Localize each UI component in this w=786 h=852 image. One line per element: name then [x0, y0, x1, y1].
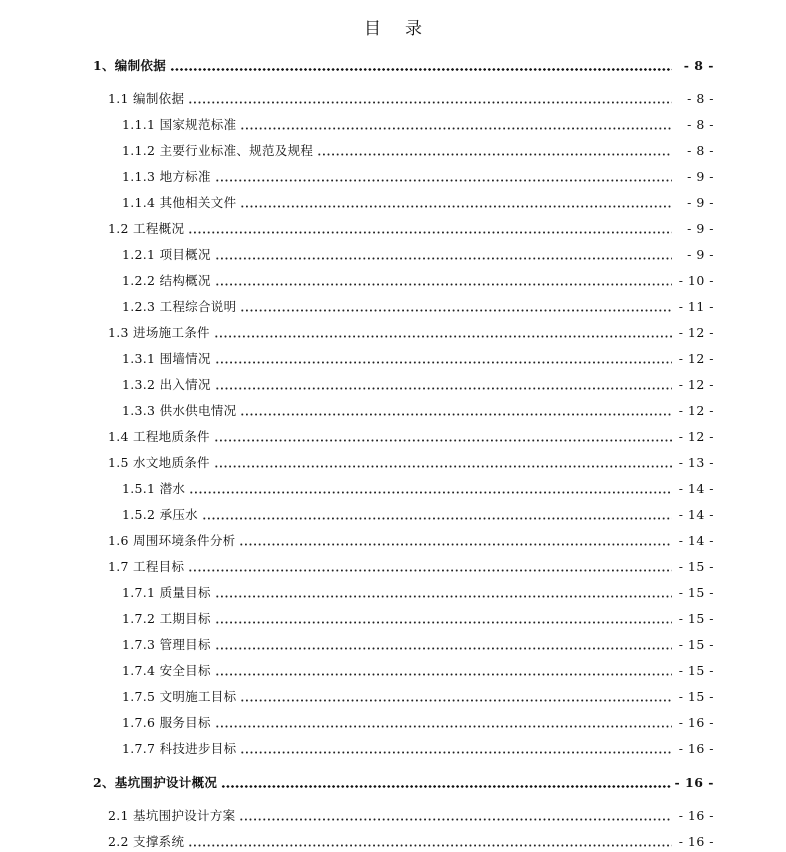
- toc-entry-page: - 16 -: [678, 741, 714, 756]
- toc-dot-leader: [240, 205, 672, 208]
- toc-dot-leader: [189, 491, 672, 494]
- toc-entry-label: 2、基坑围护设计概况: [93, 775, 218, 790]
- toc-entry[interactable]: [122, 272, 714, 290]
- toc-entry[interactable]: [122, 298, 714, 316]
- toc-entry[interactable]: [108, 532, 714, 550]
- toc-entry[interactable]: [122, 662, 714, 680]
- toc-dot-leader: [215, 257, 672, 260]
- toc-entry-label: 1.7.6 服务目标: [122, 715, 211, 730]
- toc-entry-label: 1.5.1 潜水: [122, 481, 186, 496]
- toc-entry-label: 1.2.3 工程综合说明: [122, 299, 237, 314]
- toc-entry-label: 1.3.2 出入情况: [122, 377, 211, 392]
- toc-dot-leader: [215, 179, 672, 182]
- toc-dot-leader: [221, 785, 670, 788]
- toc-entry-label: 1.6 周围环境条件分析: [108, 533, 236, 548]
- toc-entry-page: - 11 -: [678, 299, 714, 314]
- toc-title-char-1: 目: [364, 19, 381, 39]
- toc-entry[interactable]: [122, 376, 714, 394]
- toc-entry-page: - 16 -: [678, 808, 714, 823]
- toc-entry-page: - 15 -: [678, 585, 714, 600]
- toc-entry-label: 1.1 编制依据: [108, 91, 185, 106]
- toc-entry[interactable]: [122, 506, 714, 524]
- toc-title-char-2: 录: [405, 19, 422, 39]
- toc-entry-label: 1.7.4 安全目标: [122, 663, 211, 678]
- toc-entry-page: - 12 -: [678, 403, 714, 418]
- toc-dot-leader: [240, 751, 672, 754]
- toc-entry-page: - 12 -: [678, 429, 714, 444]
- toc-entry-page: - 9 -: [687, 195, 714, 210]
- toc-entry-page: - 14 -: [678, 507, 714, 522]
- toc-entry-page: - 10 -: [678, 273, 714, 288]
- toc-entry-page: - 8 -: [687, 91, 714, 106]
- toc-entry[interactable]: [122, 688, 714, 706]
- toc-entry-page: - 12 -: [678, 351, 714, 366]
- toc-entry-label: 2.2 支撑系统: [108, 834, 185, 849]
- toc-entry-label: 1.5 水文地质条件: [108, 455, 210, 470]
- toc-entry-label: 1.4 工程地质条件: [108, 429, 210, 444]
- toc-entry-label: 1、编制依据: [93, 58, 166, 73]
- toc-entry-page: - 15 -: [678, 559, 714, 574]
- toc-entry[interactable]: [93, 57, 714, 75]
- toc-dot-leader: [188, 231, 672, 234]
- toc-entry-page: - 8 -: [683, 58, 714, 73]
- toc-entry-page: - 9 -: [687, 247, 714, 262]
- toc-entry-label: 1.1.3 地方标准: [122, 169, 211, 184]
- toc-entry[interactable]: [93, 774, 714, 792]
- toc-entry[interactable]: [122, 142, 714, 160]
- toc-entry-label: 1.2.2 结构概况: [122, 273, 211, 288]
- toc-dot-leader: [188, 101, 672, 104]
- toc-dot-leader: [239, 818, 672, 821]
- toc-entry[interactable]: [122, 402, 714, 420]
- toc-dot-leader: [240, 413, 672, 416]
- toc-dot-leader: [215, 725, 672, 728]
- toc-entry-label: 1.3.3 供水供电情况: [122, 403, 237, 418]
- toc-dot-leader: [239, 543, 672, 546]
- toc-entry[interactable]: [122, 350, 714, 368]
- toc-entry[interactable]: [108, 807, 714, 825]
- toc-entry-label: 1.3.1 围墙情况: [122, 351, 211, 366]
- toc-entry[interactable]: [122, 480, 714, 498]
- toc-entry-label: 1.5.2 承压水: [122, 507, 198, 522]
- toc-dot-leader: [240, 309, 672, 312]
- toc-dot-leader: [188, 569, 672, 572]
- toc-entry[interactable]: [122, 246, 714, 264]
- toc-entry[interactable]: [122, 714, 714, 732]
- toc-entry[interactable]: [108, 558, 714, 576]
- toc-entry-page: - 12 -: [678, 325, 714, 340]
- toc-entry-page: - 15 -: [678, 611, 714, 626]
- toc-entry-page: - 12 -: [678, 377, 714, 392]
- toc-entry[interactable]: [122, 584, 714, 602]
- toc-entry[interactable]: [122, 636, 714, 654]
- toc-entry-page: - 16 -: [678, 834, 714, 849]
- toc-entry-page: - 15 -: [678, 637, 714, 652]
- toc-entry-page: - 9 -: [687, 169, 714, 184]
- toc-entry[interactable]: [108, 324, 714, 342]
- toc-dot-leader: [240, 699, 672, 702]
- toc-entry-page: - 8 -: [687, 117, 714, 132]
- toc-entry-page: - 15 -: [678, 663, 714, 678]
- toc-entry[interactable]: [122, 194, 714, 212]
- toc-entry-label: 1.7.5 文明施工目标: [122, 689, 237, 704]
- toc-dot-leader: [317, 153, 672, 156]
- toc-dot-leader: [170, 68, 672, 71]
- toc-entry-label: 1.1.2 主要行业标准、规范及规程: [122, 143, 314, 158]
- toc-entry-label: 2.1 基坑围护设计方案: [108, 808, 236, 823]
- toc-entry-page: - 15 -: [678, 689, 714, 704]
- toc-entry-page: - 13 -: [678, 455, 714, 470]
- toc-entry[interactable]: [108, 220, 714, 238]
- toc-entry-label: 1.1.1 国家规范标准: [122, 117, 237, 132]
- toc-entry-label: 1.7.1 质量目标: [122, 585, 211, 600]
- toc-entry-label: 1.7.2 工期目标: [122, 611, 211, 626]
- toc-entry[interactable]: [108, 428, 714, 446]
- toc-entry-label: 1.2 工程概况: [108, 221, 185, 236]
- toc-dot-leader: [215, 361, 672, 364]
- toc-entry-label: 1.7 工程目标: [108, 559, 185, 574]
- toc-entry[interactable]: [122, 610, 714, 628]
- toc-entry[interactable]: [108, 454, 714, 472]
- toc-dot-leader: [215, 647, 672, 650]
- toc-entry-page: - 14 -: [678, 533, 714, 548]
- toc-entry-label: 1.3 进场施工条件: [108, 325, 210, 340]
- toc-dot-leader: [215, 621, 672, 624]
- toc-entry-label: 1.7.7 科技进步目标: [122, 741, 237, 756]
- toc-dot-leader: [214, 439, 672, 442]
- toc-entry-page: - 9 -: [687, 221, 714, 236]
- toc-entry-page: - 16 -: [678, 715, 714, 730]
- toc-entry[interactable]: [108, 90, 714, 108]
- toc-entry[interactable]: [108, 833, 714, 851]
- toc-dot-leader: [215, 283, 672, 286]
- toc-dot-leader: [215, 673, 672, 676]
- toc-dot-leader: [214, 465, 672, 468]
- toc-dot-leader: [240, 127, 672, 130]
- toc-dot-leader: [215, 595, 672, 598]
- toc-entry-page: - 16 -: [674, 775, 714, 790]
- toc-entry-page: - 8 -: [687, 143, 714, 158]
- toc-dot-leader: [214, 335, 672, 338]
- toc-entry-label: 1.1.4 其他相关文件: [122, 195, 237, 210]
- toc-entry[interactable]: [122, 168, 714, 186]
- toc-entry[interactable]: [122, 116, 714, 134]
- toc-entry-label: 1.7.3 管理目标: [122, 637, 211, 652]
- toc-entry[interactable]: [122, 740, 714, 758]
- toc-dot-leader: [188, 844, 672, 847]
- toc-dot-leader: [202, 517, 672, 520]
- toc-entry-page: - 14 -: [678, 481, 714, 496]
- toc-dot-leader: [215, 387, 672, 390]
- toc-entry-label: 1.2.1 项目概况: [122, 247, 211, 262]
